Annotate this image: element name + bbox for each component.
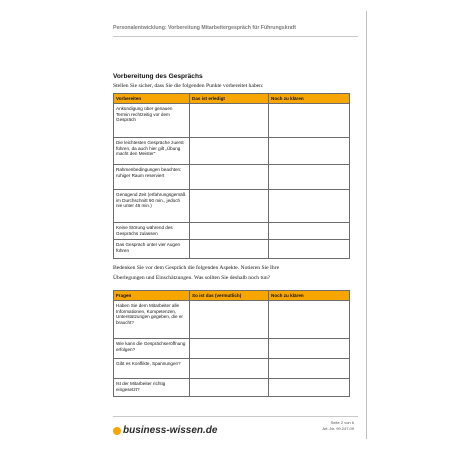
section1-intro: Stellen Sie sicher, dass Sie die folgenden Punkte vorbereitet haben: xyxy=(113,83,264,89)
column-header: Das ist erledigt xyxy=(190,94,269,104)
footer-divider xyxy=(113,416,358,417)
brand-logo: business-wissen.de xyxy=(123,425,218,436)
row-label: Keine Störung während des Gesprächs zulassen xyxy=(114,223,190,240)
open-cell[interactable] xyxy=(269,138,350,165)
open-cell[interactable] xyxy=(269,104,350,138)
page-header: Personalentwicklung: Vorbereitung Mitarbeitergespräch für Führungskraft xyxy=(113,25,296,31)
open-cell[interactable] xyxy=(269,190,350,223)
open-cell[interactable] xyxy=(269,301,350,339)
section-title: Vorbereitung des Gesprächs xyxy=(113,73,203,80)
table-row xyxy=(114,339,350,359)
column-header: Noch zu klären xyxy=(269,291,350,301)
questions-table xyxy=(113,290,350,397)
table-row xyxy=(114,240,350,259)
row-label: Ist der Mitarbeiter richtig eingesetzt? xyxy=(114,379,190,397)
column-header: So ist das (vermutlich) xyxy=(190,291,269,301)
table-row xyxy=(114,190,350,223)
column-header: Fragen xyxy=(114,291,190,301)
open-cell[interactable] xyxy=(269,223,350,240)
section2-intro-line2: Überlegungen und Einschätzungen. Was sollten Sie deshalb noch tun? xyxy=(113,275,271,281)
header-divider xyxy=(113,36,358,37)
done-cell[interactable] xyxy=(190,138,269,165)
page-number: Seite 2 von 6 xyxy=(330,420,354,425)
done-cell[interactable] xyxy=(190,240,269,259)
open-cell[interactable] xyxy=(269,359,350,379)
assessment-cell[interactable] xyxy=(190,359,269,379)
column-header: Vorbereiten xyxy=(114,94,190,104)
open-cell[interactable] xyxy=(269,165,350,190)
row-label: Ankündigung über genauen Termin rechtzeitig vor dem Gespräch xyxy=(114,104,190,138)
table-row xyxy=(114,138,350,165)
section2-intro-line1: Bedenken Sie vor dem Gespräch die folgenden Aspekte. Notieren Sie Ihre xyxy=(113,265,280,271)
row-label: Rahmenbedingungen beachten: ruhiger Raum reserviert xyxy=(114,165,190,190)
table-row xyxy=(114,104,350,138)
done-cell[interactable] xyxy=(190,165,269,190)
row-label: Gibt es Konflikte, Spannungen? xyxy=(114,359,190,379)
document-page xyxy=(102,11,367,439)
assessment-cell[interactable] xyxy=(190,339,269,359)
article-number: Art.-Nr. 99.247.09 xyxy=(322,426,354,431)
done-cell[interactable] xyxy=(190,223,269,240)
row-label: Das Gespräch unter vier Augen führen xyxy=(114,240,190,259)
open-cell[interactable] xyxy=(269,240,350,259)
row-label: Wie kann die Gesprächseröffnung erfolgen? xyxy=(114,339,190,359)
preparation-table xyxy=(113,93,350,259)
done-cell[interactable] xyxy=(190,190,269,223)
row-label: Genügend Zeit (erfahrungsgemäß im Durchschnitt 90 min., jedoch nie unter 45 min.) xyxy=(114,190,190,223)
table-row xyxy=(114,165,350,190)
row-label: Die leichtesten Gespräche zuerst führen, da auch hier gilt „Übung macht den Meister" xyxy=(114,138,190,165)
table-header-row xyxy=(114,291,350,301)
table-header-row xyxy=(114,94,350,104)
open-cell[interactable] xyxy=(269,339,350,359)
table-row xyxy=(114,379,350,397)
table-row xyxy=(114,359,350,379)
open-cell[interactable] xyxy=(269,379,350,397)
done-cell[interactable] xyxy=(190,104,269,138)
column-header: Noch zu klären xyxy=(269,94,350,104)
table-row xyxy=(114,223,350,240)
table-row xyxy=(114,301,350,339)
assessment-cell[interactable] xyxy=(190,301,269,339)
logo-dot-icon xyxy=(113,427,121,435)
row-label: Haben Sie dem Mitarbeiter alle Informationen, Kompetenzen, Unterstützungen gegeben, die er braucht? xyxy=(114,301,190,339)
assessment-cell[interactable] xyxy=(190,379,269,397)
